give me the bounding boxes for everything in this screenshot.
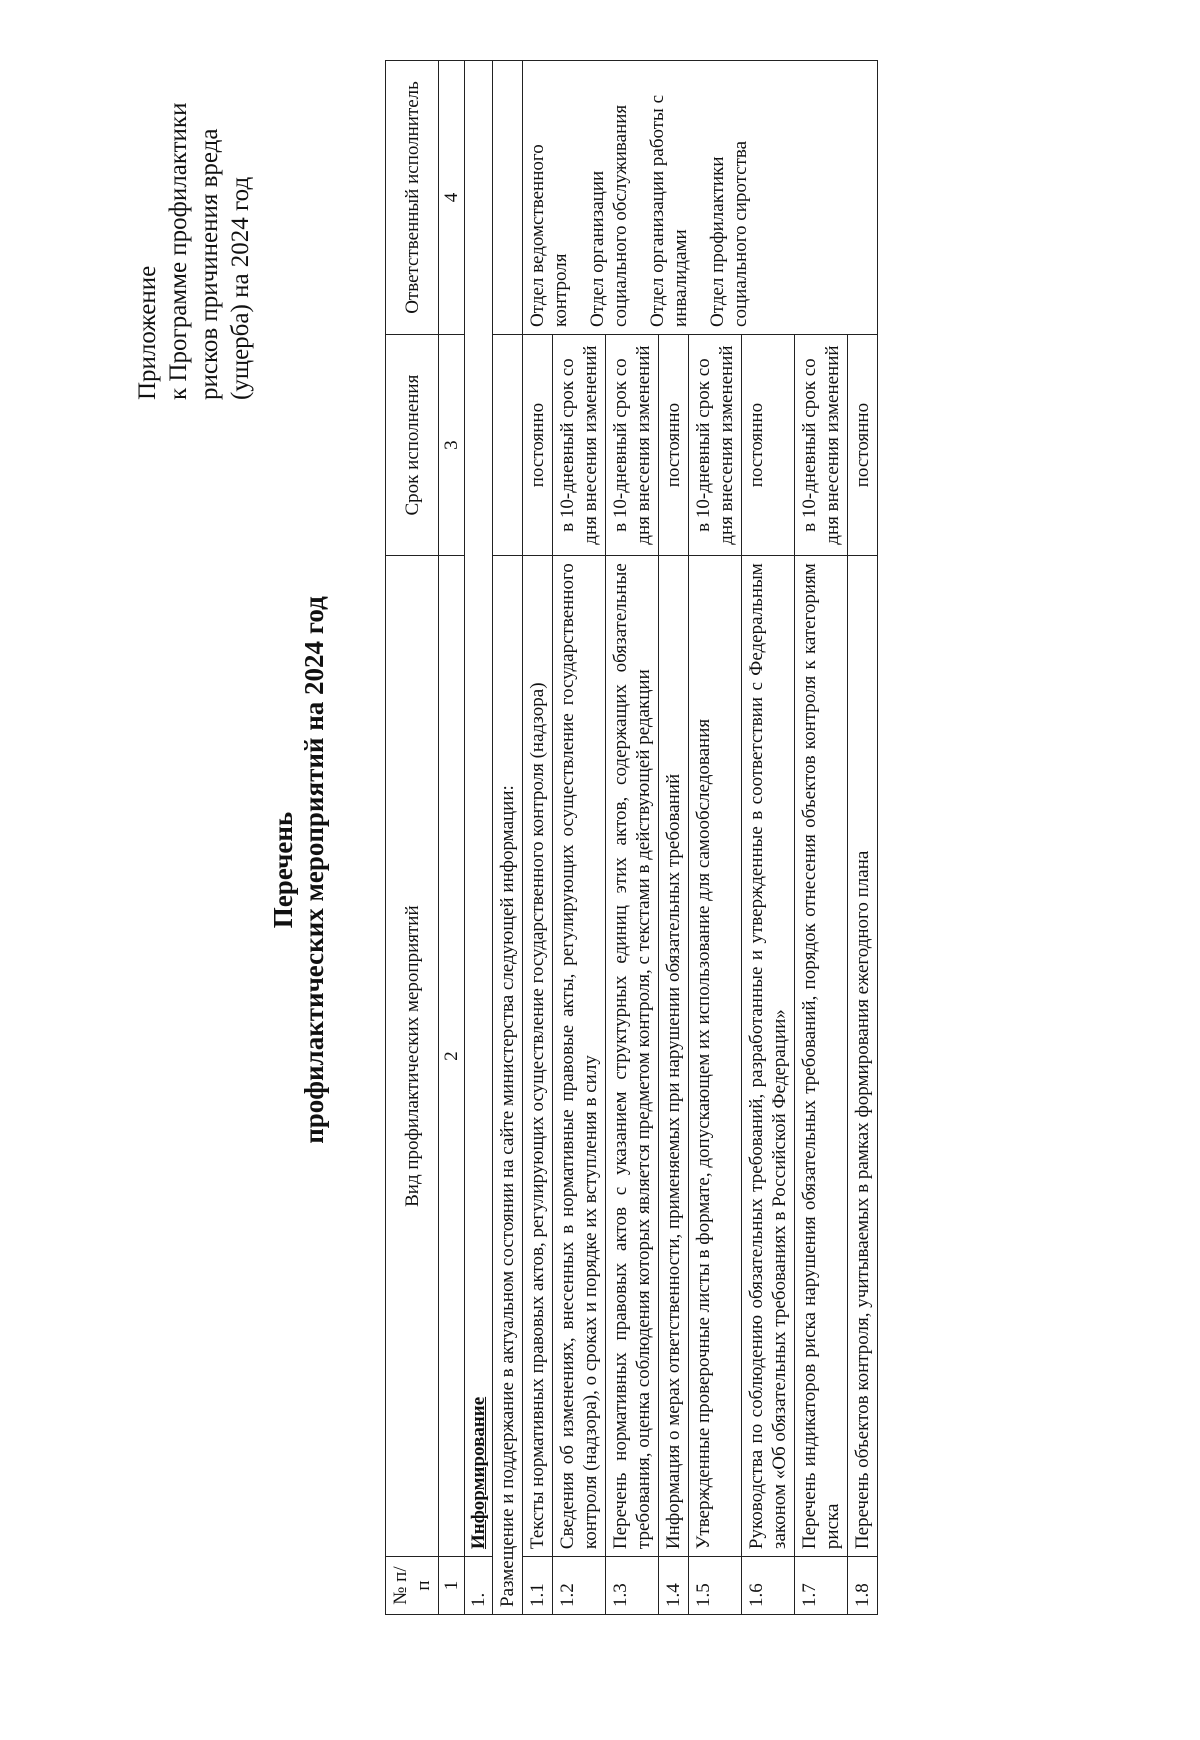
executor-item: Отдел профилактики социального сиротства [707, 140, 751, 327]
lead-deadline-cell [493, 334, 523, 555]
measures-table [385, 60, 878, 1615]
row-text: Перечень объектов контроля, учитываемых в рамках формирования ежегодного плана [848, 556, 878, 1557]
lead-row [493, 61, 523, 1615]
row-text: Перечень нормативных правовых актов с указанием структурных единиц этих актов, содержащих обязательные требования, оценка соблюдения которых является предметом контроля, с текстами в действующей редакции [606, 556, 659, 1557]
executor-item: Отдел организации работы с инвалидами [647, 94, 691, 327]
row-text: Информация о мерах ответственности, применяемых при нарушении обязательных требований [659, 556, 689, 1557]
header-deadline: Срок исполнения [386, 334, 439, 555]
header-type: Вид профилактических мероприятий [386, 556, 439, 1557]
header-num: № п/п [386, 1557, 439, 1615]
row-deadline: в 10-дневный срок со дня внесения изменений [553, 334, 606, 555]
row-num: 1.8 [848, 1557, 878, 1615]
section-num: 1. [465, 1557, 493, 1615]
row-num: 1.5 [689, 1557, 742, 1615]
row-deadline: постоянно [742, 334, 795, 555]
row-text: Руководства по соблюдению обязательных требований, разработанные и утвержденные в соответствии с Федеральным законом «Об обязательных требованиях в Российской Федерации» [742, 556, 795, 1557]
column-number: 2 [439, 556, 465, 1557]
row-num: 1.2 [553, 1557, 606, 1615]
row-text: Тексты нормативных правовых актов, регулирующих осуществление государственного контроля (надзора) [523, 556, 553, 1557]
header-executor: Ответственный исполнитель [386, 61, 439, 335]
row-text: Сведения об изменениях, внесенных в нормативные правовые акты, регулирующих осуществление государственного контроля (надзора), о сроках и порядке их вступления в силу [553, 556, 606, 1557]
row-num: 1.3 [606, 1557, 659, 1615]
appendix-note [132, 20, 256, 400]
executor-item: Отдел ведомственного контроля [527, 144, 571, 327]
title-line-1: Перечень [268, 811, 298, 929]
table-row [523, 61, 553, 1615]
section-row [465, 61, 493, 1615]
appendix-line: к Программе профилактики [165, 102, 192, 400]
appendix-line: рисков причинения вреда [196, 128, 223, 400]
lead-executor-cell [493, 61, 523, 335]
header-row [386, 61, 439, 1615]
row-deadline: в 10-дневный срок со дня внесения изменений [795, 334, 848, 555]
lead-text: Размещение и поддержание в актуальном состоянии на сайте министерства следующей информации: [493, 556, 523, 1615]
column-number: 4 [439, 61, 465, 335]
row-num: 1.4 [659, 1557, 689, 1615]
column-number: 1 [439, 1557, 465, 1615]
row-text: Утвержденные проверочные листы в формате, допускающем их использование для самообследования [689, 556, 742, 1557]
row-num: 1.6 [742, 1557, 795, 1615]
appendix-line: Приложение [134, 265, 161, 400]
row-deadline: постоянно [848, 334, 878, 555]
row-deadline: постоянно [523, 334, 553, 555]
executor-item: Отдел организации социального обслуживания [587, 104, 631, 327]
executors-cell [523, 61, 878, 335]
row-num: 1.7 [795, 1557, 848, 1615]
row-text: Перечень индикаторов риска нарушения обязательных требований, порядок отнесения объектов контроля к категориям риска [795, 556, 848, 1557]
title-line-2: профилактических мероприятий на 2024 год [299, 596, 329, 1144]
row-num: 1.1 [523, 1557, 553, 1615]
row-deadline: постоянно [659, 334, 689, 555]
row-deadline: в 10-дневный срок со дня внесения изменений [689, 334, 742, 555]
section-title: Информирование [465, 61, 493, 1557]
column-numbers-row [439, 61, 465, 1615]
column-number: 3 [439, 334, 465, 555]
document-title [268, 0, 330, 1700]
row-deadline: в 10-дневный срок со дня внесения изменений [606, 334, 659, 555]
appendix-line: (ущерба) на 2024 год [227, 176, 254, 400]
